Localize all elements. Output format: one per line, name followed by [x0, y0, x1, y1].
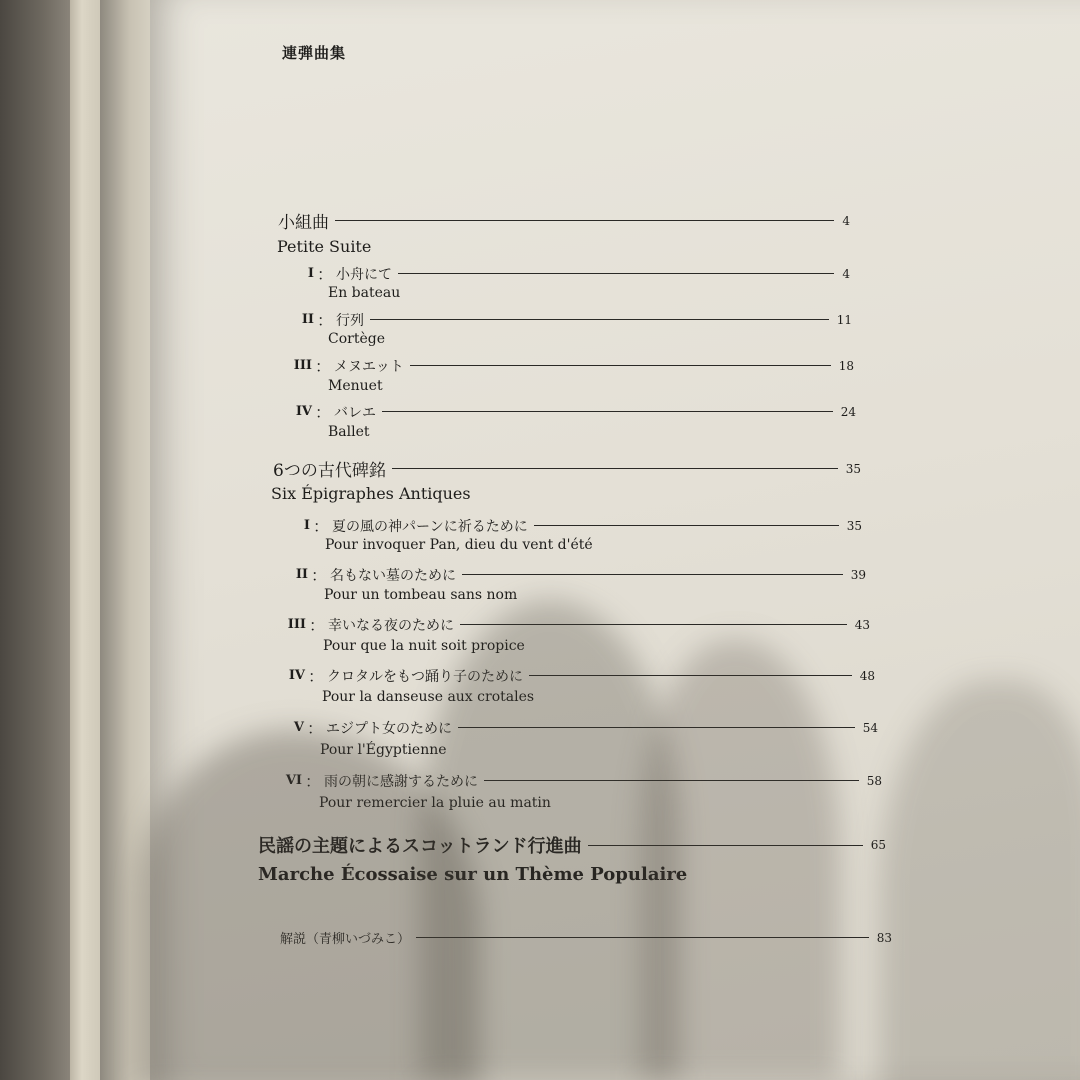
- toc-movement: IV ： バレエ 24: [292, 400, 856, 423]
- work-title-jp: 小組曲: [278, 213, 329, 233]
- book-cover-edge: [0, 0, 70, 1080]
- leader-rule: [335, 220, 834, 221]
- movement-numeral: VI: [285, 773, 302, 788]
- leader-rule: [410, 365, 831, 366]
- toc-movement: III ： メヌエット 18: [293, 357, 854, 376]
- movement-title-jp: クロタルをもつ踊り子のために: [327, 668, 524, 685]
- movement-title-fr: Menuet: [328, 378, 383, 394]
- page-number: 4: [842, 266, 850, 281]
- movement-numeral: I: [307, 266, 314, 281]
- movement-title-jp: 夏の風の神パーンに祈るために: [332, 518, 528, 535]
- movement-numeral: IV: [295, 404, 312, 419]
- toc-movement: I ： 夏の風の神パーンに祈るために 35: [290, 514, 862, 537]
- movement-title-fr: Pour remercier la pluie au matin: [319, 795, 551, 811]
- hand-shadow: [640, 640, 840, 1080]
- movement-numeral: III: [293, 358, 312, 373]
- movement-numeral: III: [287, 617, 306, 632]
- leader-rule: [382, 411, 833, 412]
- page-stack-edge: [70, 0, 100, 1080]
- page-number: 4: [842, 213, 850, 228]
- movement-title-jp: メヌエット: [334, 358, 404, 375]
- movement-title-jp: 行列: [336, 312, 365, 329]
- page-number: 48: [859, 668, 875, 683]
- section-heading: 連弾曲集: [282, 44, 347, 62]
- work-title-jp: 6つの古代碑銘: [273, 461, 386, 481]
- page-number: 58: [866, 773, 882, 788]
- work-title-fr: Marche Écossaise sur un Thème Populaire: [258, 864, 688, 885]
- movement-numeral: I: [303, 518, 310, 533]
- movement-title-jp: 小舟にて: [336, 266, 393, 283]
- page-number: 65: [870, 838, 886, 852]
- leader-rule: [534, 525, 839, 526]
- movement-title-fr: En bateau: [328, 285, 401, 301]
- movement-title-fr: Pour la danseuse aux crotales: [322, 689, 535, 705]
- toc-work-petite-suite: [278, 208, 850, 233]
- page-number: 18: [838, 358, 854, 373]
- page-number: 54: [862, 720, 878, 735]
- leader-rule: [370, 319, 829, 320]
- toc-work-six-epigraphes: [273, 456, 861, 481]
- page-number: 35: [845, 461, 861, 476]
- work-title-fr: Six Épigraphes Antiques: [271, 484, 471, 503]
- movement-numeral: V: [293, 720, 304, 735]
- leader-rule: [462, 574, 843, 575]
- toc-movement: III ： 幸いなる夜のために 43: [287, 616, 870, 635]
- movement-title-fr: Pour l'Égyptienne: [320, 742, 447, 758]
- page-number: 39: [850, 567, 866, 582]
- toc-movement: VI ： 雨の朝に感謝するために 58: [282, 769, 882, 792]
- movement-title-jp: 雨の朝に感謝するために: [324, 773, 479, 790]
- page-number: 24: [840, 404, 856, 419]
- toc-movement: IV ： クロタルをもつ踊り子のために 48: [285, 664, 875, 687]
- page-number: 11: [836, 312, 852, 327]
- commentary-title: 解説（青柳いづみこ）: [280, 932, 411, 947]
- leader-rule: [392, 468, 838, 469]
- toc-movement: I ： 小舟にて 4: [294, 262, 850, 285]
- movement-title-fr: Pour un tombeau sans nom: [324, 587, 518, 603]
- toc-movement: II ： 行列 11: [294, 308, 852, 331]
- toc-movement: V ： エジプト女のために 54: [284, 716, 878, 739]
- leader-rule: [398, 273, 834, 274]
- movement-title-jp: 名もない墓のために: [330, 567, 457, 584]
- movement-title-fr: Ballet: [328, 424, 370, 440]
- movement-numeral: IV: [288, 668, 305, 683]
- movement-title-fr: Pour invoquer Pan, dieu du vent d'été: [325, 537, 593, 553]
- work-title-jp: 民謡の主題によるスコットランド行進曲: [258, 836, 582, 857]
- movement-title-jp: 幸いなる夜のために: [328, 617, 455, 634]
- movement-title-jp: バレエ: [334, 404, 377, 421]
- movement-title-jp: エジプト女のために: [326, 720, 453, 737]
- page-number: 43: [854, 617, 870, 632]
- toc-movement: II ： 名もない墓のために 39: [288, 563, 866, 586]
- movement-numeral: II: [301, 312, 314, 327]
- page-number: 83: [876, 930, 892, 945]
- work-title-fr: Petite Suite: [277, 237, 372, 256]
- page-number: 35: [846, 518, 862, 533]
- movement-title-fr: Cortège: [328, 331, 385, 347]
- movement-title-fr: Pour que la nuit soit propice: [323, 638, 525, 654]
- movement-numeral: II: [295, 567, 308, 582]
